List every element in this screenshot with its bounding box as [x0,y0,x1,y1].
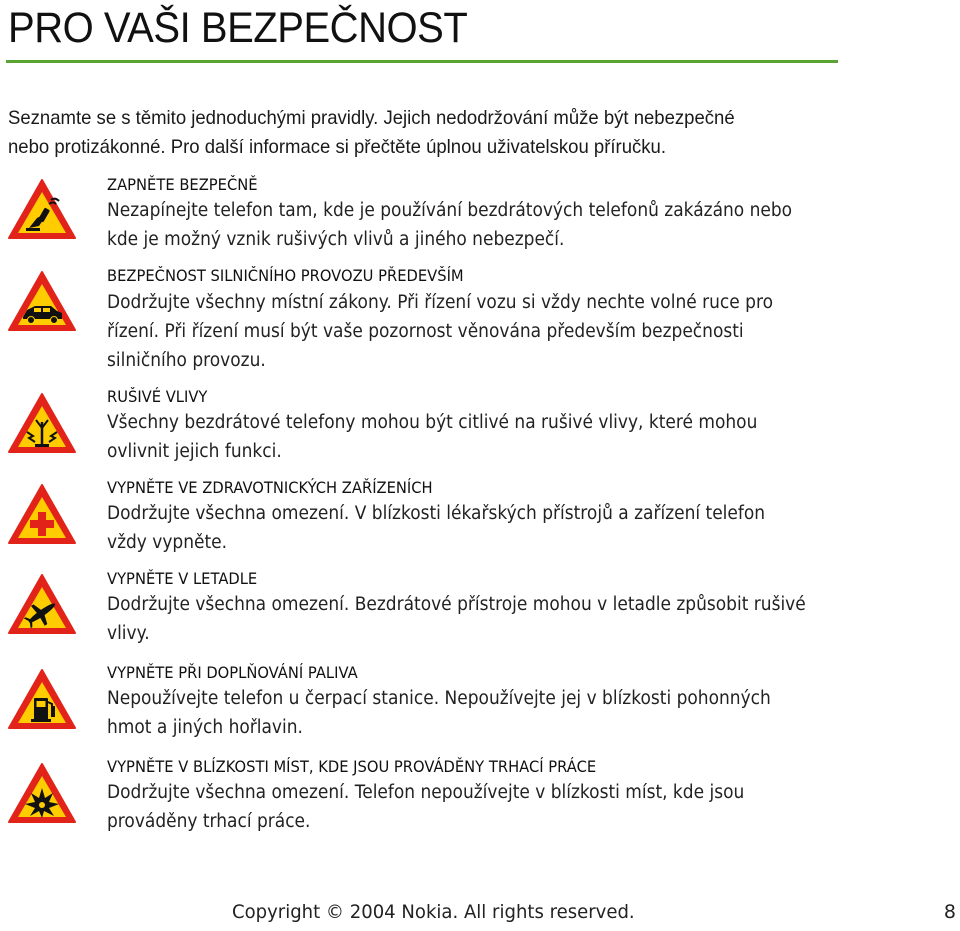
interference-warning-icon [7,392,77,454]
section-heading: VYPNĚTE VE ZDRAVOTNICKÝCH ZAŘÍZENÍCH [107,478,433,497]
section-body: Nezapínejte telefon tam, kde je používání bezdrátových telefonů zakázáno nebo kde je možný vznik rušivých vlivů a jiného nebezpečí. [107,200,793,250]
fuel-pump-warning-icon [7,668,77,730]
car-warning-icon [7,270,77,332]
section-heading: BEZPEČNOST SILNIČNÍHO PROVOZU PŘEDEVŠÍM [107,266,464,285]
section-body: Dodržujte všechny místní zákony. Při řízení vozu si vždy nechte volné ruce pro řízení. Při řízení musí být vaše pozornost věnována především bezpečnosti silničního provozu. [107,292,773,371]
hand-phone-warning-icon [7,178,77,240]
section-body: Dodržujte všechna omezení. Bezdrátové přístroje mohou v letadle způsobit rušivé vlivy. [107,594,806,644]
section-heading: VYPNĚTE V BLÍZKOSTI MÍST, KDE JSOU PROVÁDĚNY TRHACÍ PRÁCE [107,757,597,776]
airplane-warning-icon [7,573,77,635]
title-rule [6,60,838,63]
section-heading: VYPNĚTE PŘI DOPLŇOVÁNÍ PALIVA [107,663,358,682]
section-body: Dodržujte všechna omezení. V blízkosti lékařských přístrojů a zařízení telefon vždy vypněte. [107,503,766,553]
copyright-footer: Copyright © 2004 Nokia. All rights reserved. [232,901,635,923]
section-heading: VYPNĚTE V LETADLE [107,569,258,588]
section-heading: RUŠIVÉ VLIVY [107,387,208,406]
page-title: PRO VAŠI BEZPEČNOST [8,4,468,52]
section-body: Nepoužívejte telefon u čerpací stanice. Nepoužívejte jej v blízkosti pohonných hmot a jiných hořlavin. [107,688,771,738]
intro-paragraph: Seznamte se s těmito jednoduchými pravidly. Jejich nedodržování může být nebezpečné nebo protizákonné. Pro další informace si přečtěte úplnou uživatelskou příručku. [8,107,735,158]
explosion-warning-icon [7,762,77,824]
section-body: Dodržujte všechna omezení. Telefon nepoužívejte v blízkosti míst, kde jsou prováděny trhací práce. [107,782,745,832]
page-number: 8 [943,901,956,923]
section-heading: ZAPNĚTE BEZPEČNĚ [107,175,258,194]
section-body: Všechny bezdrátové telefony mohou být citlivé na rušivé vlivy, které mohou ovlivnit jejich funkci. [107,412,758,462]
medical-cross-warning-icon [7,483,77,545]
